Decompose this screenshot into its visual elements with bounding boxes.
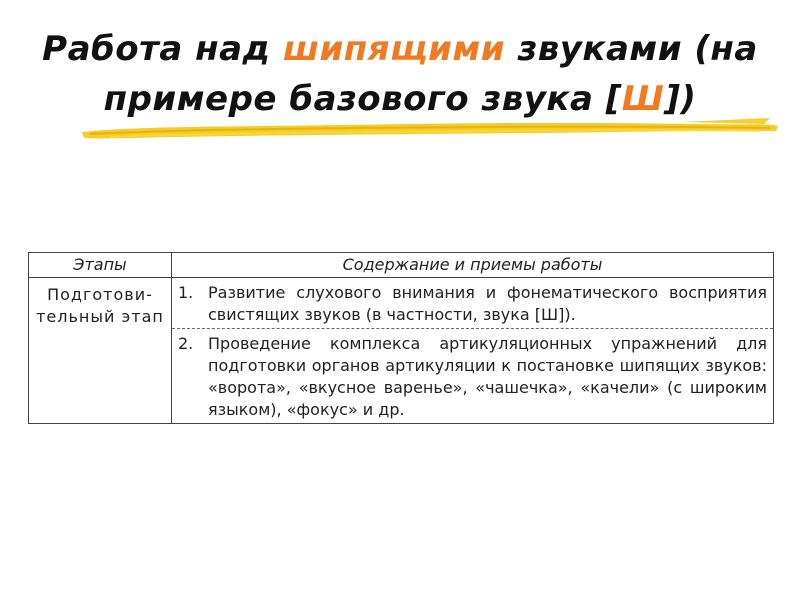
list-item	[172, 278, 773, 328]
title-part-3: примере базового звука [	[103, 79, 622, 119]
title-line-1	[40, 24, 760, 74]
header-stages: Этапы	[29, 253, 172, 278]
item-number: 2.	[178, 334, 194, 353]
content-cell	[172, 278, 774, 424]
table-header-row	[29, 253, 774, 278]
stage-cell: Подготови-тельный этап	[29, 278, 172, 424]
table-row	[29, 278, 774, 424]
title-part-2: звуками (на	[505, 29, 758, 69]
title-highlight-1: шипящими	[282, 29, 506, 69]
slide-title	[40, 24, 760, 124]
list-item	[172, 328, 773, 423]
item-number: 1.	[178, 283, 194, 302]
item-text: Проведение комплекса артикуляционных упражнений для подготовки органов артикуляции к постановке шипящих звуков: «ворота», «вкусное варенье», «чашечка», «качели» (с широким языком), «фокус» и др.	[208, 334, 767, 419]
header-content: Содержание и приемы работы	[172, 253, 774, 278]
stages-table	[28, 252, 774, 424]
stages-table-container	[28, 252, 774, 424]
yellow-brush-stroke	[80, 118, 780, 142]
title-highlight-2: Ш	[621, 79, 665, 119]
title-part-4: ])	[664, 79, 697, 119]
title-part-1: Работа над	[42, 29, 283, 69]
item-text: Развитие слухового внимания и фонематического восприятия свистящих звуков (в частности, звука [Ш]).	[208, 283, 767, 324]
title-line-2	[40, 74, 760, 124]
